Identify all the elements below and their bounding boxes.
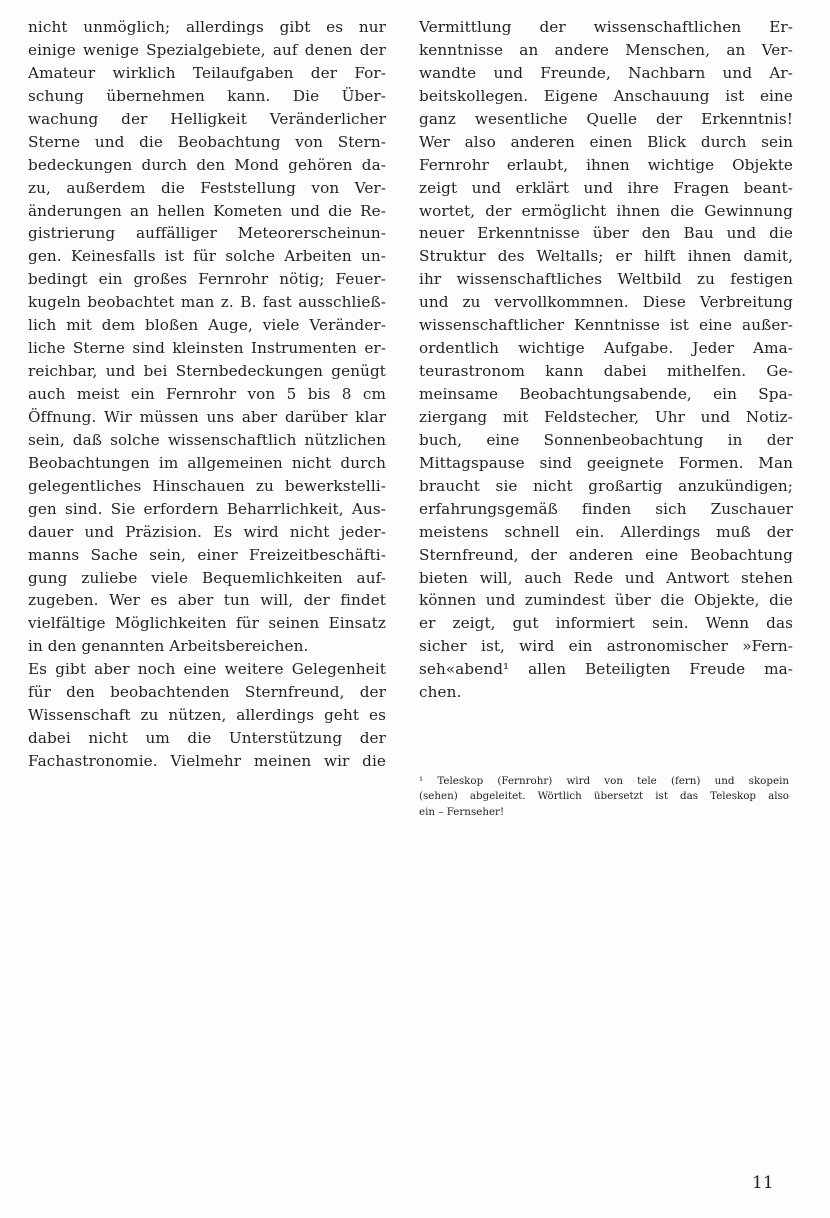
text-line: wandte und Freunde, Nachbarn und Ar-: [419, 63, 793, 82]
text-line: lich mit dem bloßen Auge, viele Veränder-: [28, 316, 386, 335]
footnote-line: ein – Fernseher!: [419, 805, 505, 818]
text-line: sein, daß solche wissenschaftlich nützlichen: [28, 430, 386, 449]
text-line: wortet, der ermöglicht ihnen die Gewinnung: [419, 201, 793, 220]
text-line: zu, außerdem die Feststellung von Ver-: [28, 178, 386, 197]
text-line: bedeckungen durch den Mond gehören da-: [28, 155, 386, 174]
text-line: Es gibt aber noch eine weitere Gelegenheit: [28, 660, 386, 679]
paragraph-end-line: chen.: [419, 683, 462, 702]
text-line: liche Sterne sind kleinsten Instrumenten er-: [28, 339, 386, 358]
footnote-line: ¹ Teleskop (Fernrohr) wird von tele (fern) und skopein: [419, 775, 789, 787]
page-number: 11: [752, 1173, 774, 1193]
text-line: wissenschaftlicher Kenntnisse ist eine außer-: [419, 316, 793, 335]
text-line: Beobachtungen im allgemeinen nicht durch: [28, 453, 386, 472]
left-text-column: [28, 16, 386, 773]
text-line: gistrierung auffälliger Meteorerscheinun-: [28, 224, 386, 243]
text-line: manns Sache sein, einer Freizeitbeschäfti-: [28, 545, 386, 564]
text-line: Sternfreund, der anderen eine Beobachtung: [419, 545, 793, 564]
text-line: bieten will, auch Rede und Antwort stehen: [419, 568, 793, 587]
footnote: [419, 774, 789, 820]
text-line: teurastronom kann dabei mithelfen. Ge-: [419, 362, 793, 381]
text-line: dabei nicht um die Unterstützung der: [28, 729, 386, 748]
text-line: reichbar, und bei Sternbedeckungen genügt: [28, 362, 386, 381]
text-line: schung übernehmen kann. Die Über-: [28, 86, 386, 105]
text-line: für den beobachtenden Sternfreund, der: [28, 683, 386, 702]
text-line: vielfältige Möglichkeiten für seinen Einsatz: [28, 614, 386, 633]
text-line: braucht sie nicht großartig anzukündigen;: [419, 476, 793, 495]
text-line: bedingt ein großes Fernrohr nötig; Feuer-: [28, 270, 386, 289]
text-line: Struktur des Weltalls; er hilft ihnen damit,: [419, 247, 793, 266]
text-line: beitskollegen. Eigene Anschauung ist eine: [419, 86, 793, 105]
text-line: und zu vervollkommnen. Diese Verbreitung: [419, 293, 793, 312]
text-line: können und zumindest über die Objekte, die: [419, 591, 793, 610]
text-line: Amateur wirklich Teilaufgaben der For-: [28, 63, 386, 82]
text-line: Fachastronomie. Vielmehr meinen wir die: [28, 752, 386, 770]
text-line: ziergang mit Feldstecher, Uhr und Notiz-: [419, 407, 793, 426]
right-text-column: [419, 16, 793, 704]
text-line: zugeben. Wer es aber tun will, der findet: [28, 591, 386, 610]
text-line: Sterne und die Beobachtung von Stern-: [28, 132, 386, 151]
text-line: einige wenige Spezialgebiete, auf denen der: [28, 40, 386, 59]
text-line: meistens schnell ein. Allerdings muß der: [419, 522, 793, 541]
text-line: änderungen an hellen Kometen und die Re-: [28, 201, 386, 220]
text-line: wachung der Helligkeit Veränderlicher: [28, 109, 386, 128]
text-line: dauer und Präzision. Es wird nicht jeder-: [28, 522, 386, 541]
text-line: Wer also anderen einen Blick durch sein: [419, 132, 793, 151]
text-line: nicht unmöglich; allerdings gibt es nur: [28, 18, 386, 36]
footnote-line: (sehen) abgeleitet. Wörtlich übersetzt ist das Teleskop also: [419, 790, 789, 803]
text-line: meinsame Beobachtungsabende, ein Spa-: [419, 385, 793, 403]
text-line: gelegentliches Hinschauen zu bewerkstelli-: [28, 476, 386, 495]
text-line: auch meist ein Fernrohr von 5 bis 8 cm: [28, 385, 386, 403]
text-line: erfahrungsgemäß finden sich Zuschauer: [419, 499, 793, 518]
text-line: Öffnung. Wir müssen uns aber darüber klar: [28, 407, 386, 426]
text-line: kugeln beobachtet man z. B. fast ausschließ-: [28, 293, 386, 312]
text-line: ordentlich wichtige Aufgabe. Jeder Ama-: [419, 339, 793, 358]
text-line: er zeigt, gut informiert sein. Wenn das: [419, 614, 793, 633]
paragraph-end-line: in den genannten Arbeitsbereichen.: [28, 637, 309, 656]
text-line: neuer Erkenntnisse über den Bau und die: [419, 224, 793, 243]
text-line: kenntnisse an andere Menschen, an Ver-: [419, 40, 793, 59]
text-line: Fernrohr erlaubt, ihnen wichtige Objekte: [419, 155, 793, 174]
text-line: Vermittlung der wissenschaftlichen Er-: [419, 18, 793, 36]
text-line: buch, eine Sonnenbeobachtung in der: [419, 430, 793, 449]
text-line: Wissenschaft zu nützen, allerdings geht es: [28, 706, 386, 725]
text-line: gen sind. Sie erfordern Beharrlichkeit, Aus-: [28, 499, 386, 518]
text-line: sicher ist, wird ein astronomischer »Fern-: [419, 637, 793, 656]
text-line: Mittagspause sind geeignete Formen. Man: [419, 453, 793, 472]
text-line: gung zuliebe viele Bequemlichkeiten auf-: [28, 568, 386, 587]
text-line: ihr wissenschaftliches Weltbild zu festigen: [419, 270, 793, 289]
text-line: ganz wesentliche Quelle der Erkenntnis!: [419, 109, 793, 128]
text-line: gen. Keinesfalls ist für solche Arbeiten un-: [28, 247, 386, 266]
text-line: zeigt und erklärt und ihre Fragen beant-: [419, 178, 793, 197]
text-line: seh«abend¹ allen Beteiligten Freude ma-: [419, 660, 793, 679]
